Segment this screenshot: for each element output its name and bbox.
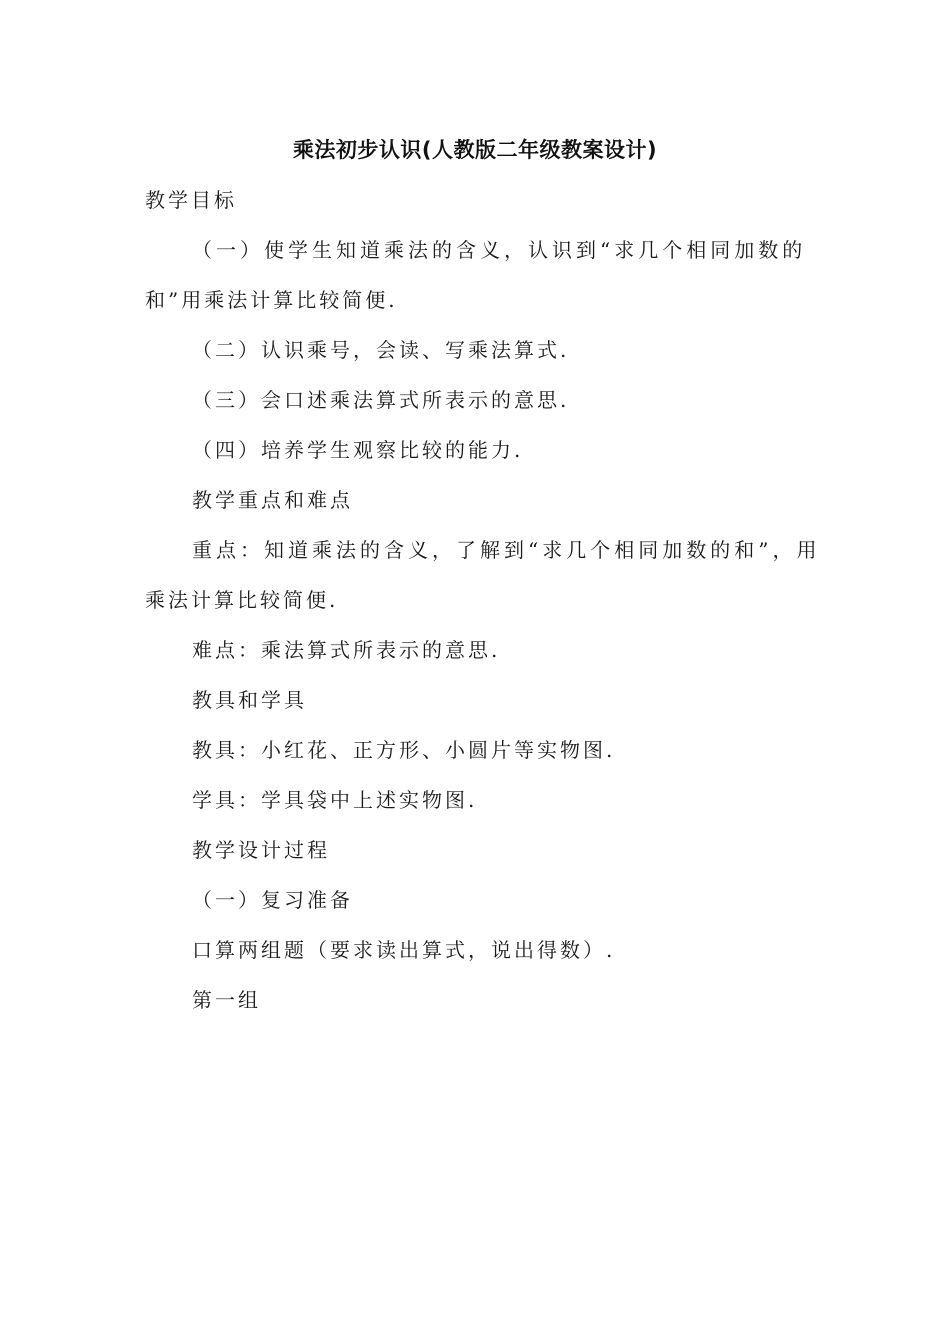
oral-calculation: 口算两组题（要求读出算式，说出得数）. [192, 938, 616, 962]
key-point-line-2: 乘法计算比较简便. [145, 588, 339, 612]
learning-tools: 学具：学具袋中上述实物图. [192, 788, 478, 812]
section-heading-goals: 教学目标 [145, 188, 237, 212]
teaching-tools: 教具：小红花、正方形、小圆片等实物图. [192, 738, 616, 762]
goal-4: （四）培养学生观察比较的能力. [192, 438, 524, 462]
group-1-label: 第一组 [192, 988, 261, 1012]
difficult-point: 难点：乘法算式所表示的意思. [192, 638, 501, 662]
document-title: 乘法初步认识(人教版二年级教案设计) [292, 138, 658, 162]
goal-3: （三）会口述乘法算式所表示的意思. [192, 388, 570, 412]
section-heading-tools: 教具和学具 [192, 688, 307, 712]
step-1-review: （一）复习准备 [192, 888, 353, 912]
section-heading-process: 教学设计过程 [192, 838, 330, 862]
key-point-line-1: 重点：知道乘法的含义，了解到“求几个相同加数的和”，用 [192, 538, 821, 562]
goal-2: （二）认识乘号，会读、写乘法算式. [192, 338, 570, 362]
goal-1-line-1: （一）使学生知道乘法的含义，认识到“求几个相同加数的 [192, 238, 807, 262]
section-heading-key-points: 教学重点和难点 [192, 488, 353, 512]
goal-1-line-2: 和”用乘法计算比较简便. [145, 288, 398, 312]
